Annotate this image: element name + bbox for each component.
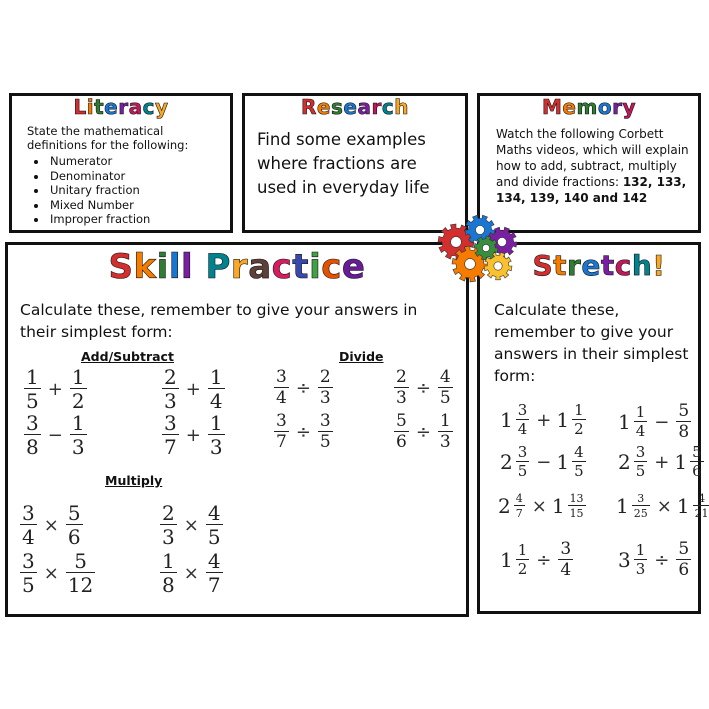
- fraction: [568, 493, 586, 519]
- mixed-number: [677, 493, 709, 519]
- fraction: [20, 503, 37, 547]
- problem-divide: [392, 413, 455, 451]
- mixed-number: [556, 445, 587, 479]
- operator: −: [536, 451, 552, 473]
- numerator: 1: [162, 549, 175, 573]
- literacy-title: [12, 95, 230, 119]
- denominator: 2: [517, 560, 528, 578]
- numerator: 4: [207, 501, 221, 525]
- gear-hole: [482, 244, 489, 251]
- operator: ×: [656, 495, 672, 517]
- fraction: [162, 413, 179, 457]
- literacy-title-letter: a: [128, 95, 143, 119]
- literacy-title-letter: y: [154, 95, 169, 119]
- multiply-heading: Multiply: [105, 473, 163, 488]
- numerator: 2: [164, 365, 177, 389]
- problem-add: [22, 367, 89, 411]
- fraction: [693, 493, 709, 519]
- operator: ÷: [536, 549, 552, 571]
- denominator: 3: [439, 432, 451, 452]
- skill-practice-title: [8, 247, 466, 287]
- memory-text: [496, 126, 696, 206]
- literacy-title-letter: i: [86, 95, 95, 119]
- fraction: [274, 369, 289, 407]
- whole-number: 1: [616, 494, 629, 518]
- numerator: 3: [637, 492, 645, 505]
- memory-title-letter: M: [542, 95, 563, 119]
- problem-add: [160, 367, 227, 411]
- literacy-list: [26, 154, 248, 227]
- fraction: [516, 445, 530, 479]
- stretch-title-letter: e: [581, 249, 601, 282]
- fraction: [690, 445, 704, 479]
- numerator: 2: [319, 367, 331, 387]
- mixed-number: [500, 445, 531, 479]
- stretch-title-letter: r: [567, 249, 582, 282]
- numerator: 3: [164, 411, 177, 435]
- skill-title-letter: S: [108, 247, 134, 287]
- denominator: 6: [678, 560, 690, 580]
- gear-hole: [498, 238, 507, 247]
- literacy-title-letter: r: [118, 95, 129, 119]
- denominator: 6: [67, 525, 81, 549]
- operator: ×: [531, 495, 547, 517]
- skill-title-letter: l: [180, 247, 194, 287]
- mixed-number: [500, 403, 531, 437]
- fraction: [160, 551, 177, 595]
- denominator: 5: [26, 389, 39, 413]
- memory-title-letter: m: [576, 95, 598, 119]
- numerator: 5: [678, 401, 690, 421]
- numerator: 3: [276, 367, 287, 387]
- skill-practice-box: [5, 242, 469, 617]
- skill-title-letter: c: [321, 247, 342, 287]
- denominator: 4: [560, 560, 572, 580]
- numerator: 3: [319, 411, 331, 431]
- skill-title-letter: k: [133, 247, 157, 287]
- fraction: [318, 413, 333, 451]
- problem-multiply: [158, 551, 225, 595]
- numerator: 1: [517, 541, 528, 559]
- denominator: 5: [635, 462, 646, 480]
- operator: +: [185, 424, 201, 446]
- list-item: • Unitary fraction: [48, 183, 248, 198]
- numerator: 1: [26, 365, 39, 389]
- problem-divide: [272, 369, 335, 407]
- operator: +: [185, 378, 201, 400]
- denominator: 12: [67, 573, 94, 597]
- literacy-title-letter: c: [142, 95, 155, 119]
- numerator: 4: [574, 443, 584, 461]
- skill-title-letter: [193, 247, 205, 287]
- numerator: 5: [74, 549, 87, 573]
- mixed-number: [552, 493, 588, 519]
- gear-hole: [451, 237, 462, 248]
- fraction: [676, 541, 691, 579]
- memory-title-letter: e: [562, 95, 577, 119]
- research-title-letter: r: [371, 95, 382, 119]
- numerator: 2: [162, 501, 175, 525]
- research-title-letter: e: [343, 95, 358, 119]
- operator: +: [47, 378, 63, 400]
- operator: +: [654, 451, 670, 473]
- skill-title-letter: e: [341, 247, 366, 287]
- fraction: [516, 403, 530, 437]
- denominator: 4: [635, 422, 646, 440]
- fraction: [274, 413, 289, 451]
- skill-title-letter: t: [292, 247, 310, 287]
- fraction: [70, 413, 87, 457]
- denominator: 6: [396, 432, 407, 452]
- problem-stretch: [618, 403, 693, 441]
- research-title-letter: s: [331, 95, 344, 119]
- problem-multiply: [18, 503, 85, 547]
- operator: ×: [183, 514, 199, 536]
- gear-hole: [494, 262, 502, 270]
- numerator: 1: [71, 365, 85, 389]
- fraction: [66, 503, 83, 547]
- denominator: 3: [162, 525, 175, 549]
- problem-stretch: [498, 493, 588, 519]
- skill-instructions: Calculate these, remember to give your answers in their simplest form:: [20, 301, 418, 341]
- denominator: 5: [439, 388, 451, 408]
- problem-divide: [272, 413, 335, 451]
- denominator: 8: [162, 573, 175, 597]
- research-title-letter: c: [381, 95, 395, 119]
- numerator: 3: [635, 443, 646, 461]
- stretch-box: [477, 242, 709, 614]
- stretch-title-letter: c: [614, 249, 632, 282]
- literacy-intro: State the mathematical definitions for the following:: [27, 124, 189, 152]
- denominator: 5: [517, 462, 528, 480]
- denominator: 4: [22, 525, 35, 549]
- research-title-letter: h: [394, 95, 409, 119]
- stretch-title-letter: S: [532, 249, 554, 282]
- whole-number: 2: [618, 450, 631, 474]
- numerator: 3: [26, 411, 39, 435]
- operator: ×: [183, 562, 199, 584]
- fraction: [24, 413, 41, 457]
- problem-add: [160, 413, 227, 457]
- operator: −: [47, 424, 63, 446]
- problem-add: [22, 413, 89, 457]
- mixed-number: [500, 543, 531, 577]
- fraction: [676, 403, 691, 441]
- denominator: 3: [635, 560, 646, 578]
- numerator: 1: [71, 411, 85, 435]
- memory-title-letter: r: [612, 95, 623, 119]
- denominator: 3: [71, 435, 85, 459]
- memory-description: Watch the following Corbett Maths videos, which will explain how to add, subtract, multiply and divide fractions:: [496, 127, 689, 189]
- numerator: 5: [692, 443, 702, 461]
- whole-number: 1: [556, 450, 570, 474]
- operator: ÷: [654, 549, 670, 571]
- gear-hole: [476, 226, 485, 235]
- denominator: 25: [633, 507, 648, 520]
- fraction: [634, 445, 648, 479]
- problem-multiply: [158, 503, 225, 547]
- fraction: [24, 367, 41, 411]
- mixed-number: [674, 445, 705, 479]
- research-title-letter: a: [357, 95, 372, 119]
- numerator: 4: [698, 492, 706, 505]
- list-item: • Improper fraction: [48, 212, 248, 227]
- whole-number: 1: [556, 408, 570, 432]
- numerator: 3: [560, 539, 572, 559]
- denominator: 2: [71, 389, 85, 413]
- research-title-letter: R: [301, 95, 317, 119]
- numerator: 1: [574, 401, 584, 419]
- fraction: [572, 403, 586, 437]
- divide-heading: Divide: [339, 349, 384, 364]
- research-text: Find some examples where fractions are used in everyday life: [257, 130, 430, 197]
- operator: ×: [43, 514, 59, 536]
- fraction: [208, 413, 225, 457]
- numerator: 1: [209, 365, 223, 389]
- whole-number: 1: [618, 410, 631, 434]
- denominator: 5: [22, 573, 35, 597]
- problem-stretch: [500, 541, 575, 579]
- research-title-letter: e: [316, 95, 331, 119]
- skill-title-letter: a: [248, 247, 272, 287]
- fraction: [572, 445, 586, 479]
- fraction: [162, 367, 179, 411]
- numerator: 4: [207, 549, 221, 573]
- stretch-title: [500, 249, 698, 282]
- whole-number: 1: [500, 408, 513, 432]
- list-item: • Denominator: [48, 169, 248, 184]
- mixed-number: [618, 405, 649, 439]
- numerator: 1: [209, 411, 223, 435]
- numerator: 5: [67, 501, 81, 525]
- mixed-number: [618, 445, 649, 479]
- whole-number: 3: [618, 548, 631, 572]
- memory-title-letter: o: [597, 95, 613, 119]
- denominator: 8: [678, 422, 690, 442]
- fraction: [160, 503, 177, 547]
- denominator: 6: [692, 462, 702, 480]
- skill-title-letter: r: [230, 247, 249, 287]
- denominator: 5: [207, 525, 221, 549]
- denominator: 5: [319, 432, 331, 452]
- denominator: 4: [517, 420, 528, 438]
- fraction: [438, 369, 453, 407]
- skill-title-letter: l: [168, 247, 181, 287]
- operator: ×: [43, 562, 59, 584]
- whole-number: 1: [676, 494, 690, 518]
- problem-stretch: [618, 541, 693, 579]
- denominator: 21: [694, 507, 709, 520]
- numerator: 2: [396, 367, 407, 387]
- numerator: 1: [439, 411, 451, 431]
- numerator: 1: [635, 403, 646, 421]
- fraction: [70, 367, 87, 411]
- memory-videos: 132, 133, 134, 139, 140 and 142: [496, 175, 687, 205]
- denominator: 8: [26, 435, 39, 459]
- gear-hole: [465, 259, 476, 270]
- literacy-box: [9, 93, 233, 233]
- numerator: 3: [22, 549, 35, 573]
- denominator: 7: [207, 573, 221, 597]
- operator: ÷: [415, 377, 431, 399]
- fraction: [438, 413, 453, 451]
- mixed-number: [674, 541, 693, 579]
- problem-stretch: [500, 445, 588, 479]
- add-subtract-heading: Add/Subtract: [81, 349, 174, 364]
- stretch-instructions: Calculate these, remember to give your answers in their simplest form:: [494, 301, 689, 385]
- fraction: [394, 369, 409, 407]
- denominator: 3: [396, 388, 407, 408]
- mixed-number: [556, 541, 575, 579]
- numerator: 5: [678, 539, 690, 559]
- numerator: 13: [569, 492, 584, 505]
- research-title: [245, 95, 465, 119]
- denominator: 15: [569, 507, 584, 520]
- mixed-number: [616, 493, 652, 519]
- literacy-title-letter: L: [73, 95, 87, 119]
- whole-number: 1: [674, 450, 688, 474]
- stretch-title-letter: !: [652, 249, 666, 282]
- numerator: 3: [276, 411, 287, 431]
- problem-stretch: [500, 403, 588, 437]
- stretch-title-letter: t: [553, 249, 568, 282]
- numerator: 3: [517, 401, 528, 419]
- memory-title: [480, 95, 698, 119]
- mixed-number: [556, 403, 587, 437]
- denominator: 4: [276, 388, 287, 408]
- fraction: [514, 493, 525, 519]
- fraction: [634, 543, 648, 577]
- denominator: 3: [164, 389, 177, 413]
- whole-number: 1: [500, 548, 513, 572]
- fraction: [20, 551, 37, 595]
- gears-icon: [432, 208, 522, 288]
- numerator: 4: [515, 492, 523, 505]
- operator: +: [536, 409, 552, 431]
- literacy-title-letter: t: [94, 95, 105, 119]
- fraction: [632, 493, 650, 519]
- fraction: [394, 413, 409, 451]
- mixed-number: [674, 403, 693, 441]
- stretch-title-letter: t: [600, 249, 615, 282]
- skill-title-letter: i: [156, 247, 169, 287]
- numerator: 3: [517, 443, 528, 461]
- fraction: [66, 551, 95, 595]
- denominator: 5: [574, 462, 584, 480]
- operator: −: [654, 411, 670, 433]
- fraction: [318, 369, 333, 407]
- whole-number: 2: [498, 494, 511, 518]
- mixed-number: [618, 543, 649, 577]
- denominator: 4: [209, 389, 223, 413]
- problem-stretch: [616, 493, 709, 519]
- denominator: 7: [164, 435, 177, 459]
- whole-number: 1: [551, 494, 565, 518]
- denominator: 2: [574, 420, 584, 438]
- memory-title-letter: y: [622, 95, 636, 119]
- whole-number: 2: [500, 450, 513, 474]
- mixed-number: [498, 493, 527, 519]
- problem-divide: [392, 369, 455, 407]
- skill-title-letter: c: [271, 247, 293, 287]
- stretch-title-letter: h: [631, 249, 653, 282]
- list-item: • Mixed Number: [48, 198, 248, 213]
- operator: ÷: [295, 421, 311, 443]
- fraction: [208, 367, 225, 411]
- fraction: [558, 541, 573, 579]
- denominator: 7: [276, 432, 287, 452]
- fraction: [516, 543, 530, 577]
- numerator: 5: [396, 411, 407, 431]
- numerator: 3: [22, 501, 35, 525]
- list-item: • Numerator: [48, 154, 248, 169]
- fraction: [634, 405, 648, 439]
- denominator: 3: [319, 388, 331, 408]
- fraction: [206, 503, 223, 547]
- numerator: 4: [439, 367, 451, 387]
- fraction: [206, 551, 223, 595]
- operator: ÷: [415, 421, 431, 443]
- skill-title-letter: i: [309, 247, 322, 287]
- denominator: 7: [515, 507, 523, 520]
- problem-stretch: [618, 445, 706, 479]
- denominator: 3: [209, 435, 223, 459]
- literacy-title-letter: e: [104, 95, 119, 119]
- problem-multiply: [18, 551, 97, 595]
- numerator: 1: [635, 541, 646, 559]
- operator: ÷: [295, 377, 311, 399]
- skill-title-letter: P: [205, 247, 231, 287]
